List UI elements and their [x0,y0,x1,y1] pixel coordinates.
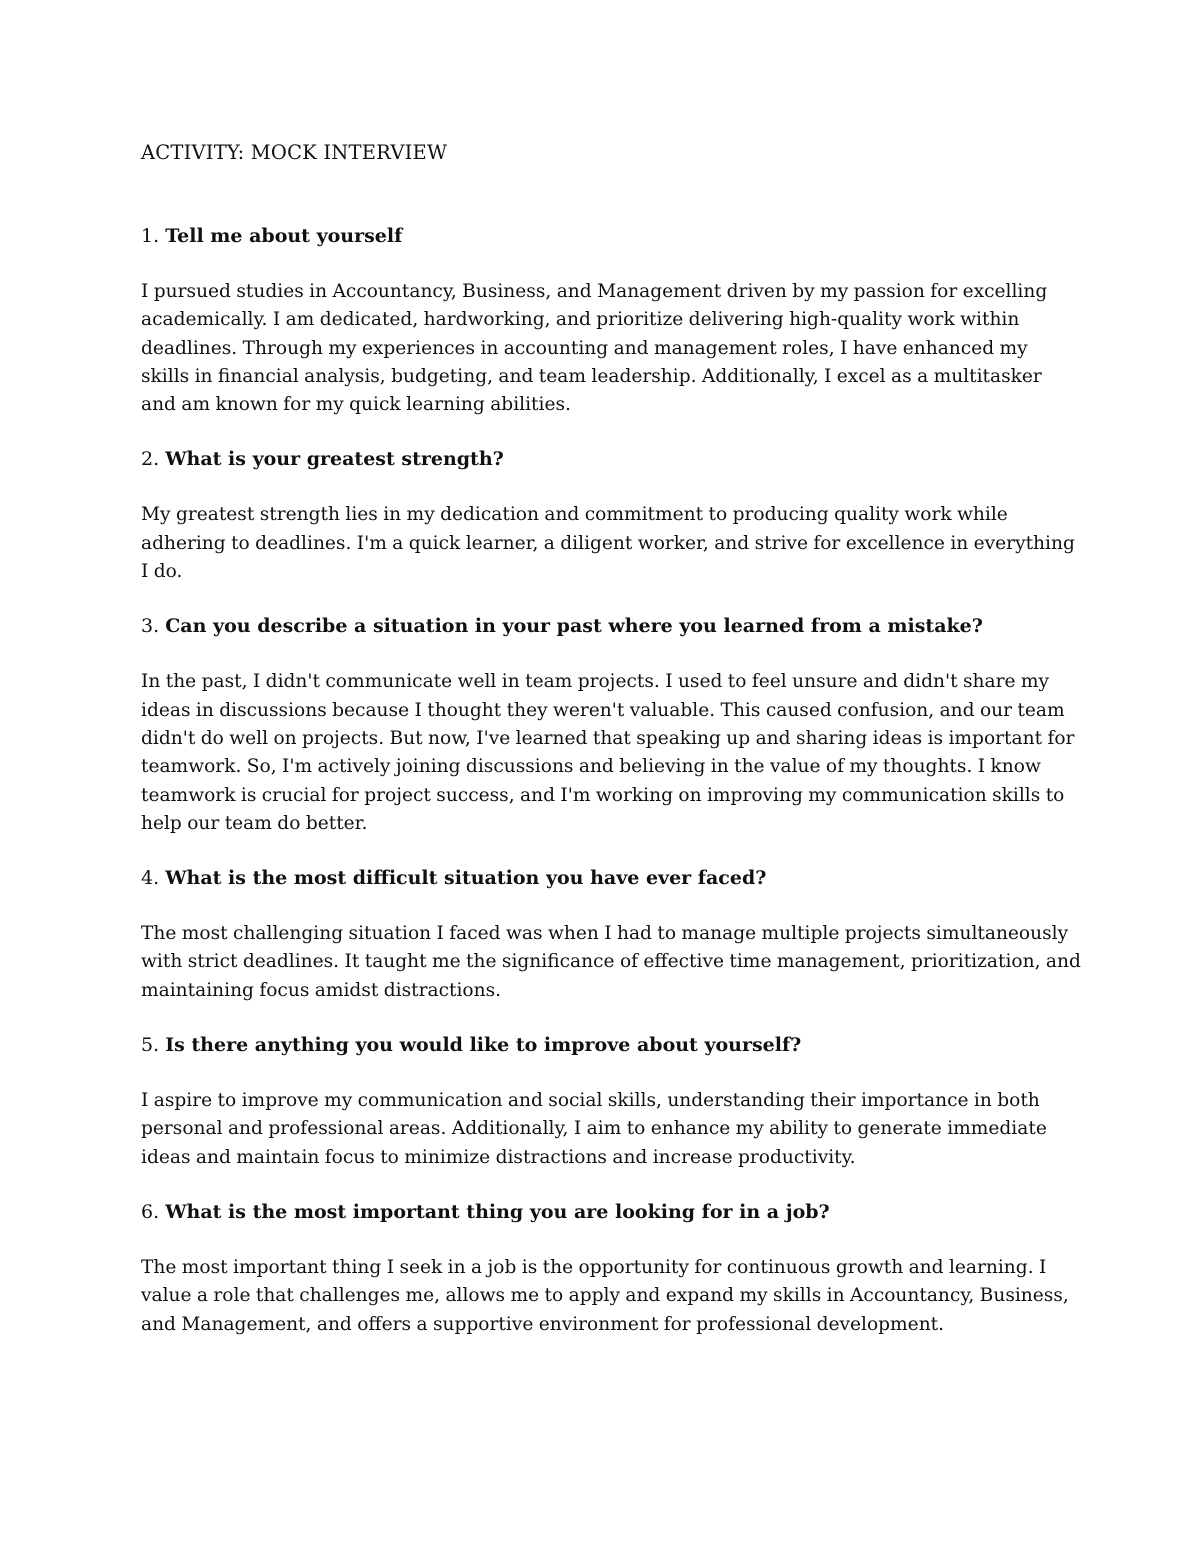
answer-3: In the past, I didn't communicate well in team projects. I used to feel unsure and didn't share my ideas in discussions because I thought they weren't valuable. This caused confusion, and our team didn't do well on projects. But now, I've learned that speaking up and sharing ideas is important for teamwork. So, I'm actively joining discussions and believing in the value of my thoughts. I know teamwork is crucial for project success, and I'm working on improving my communication skills to help our team do better. [141,671,1075,834]
document-title: ACTIVITY: MOCK INTERVIEW [141,141,448,164]
question-3 [141,611,1081,641]
question-number: 4. [141,867,160,890]
question-2 [141,444,1081,474]
question-text: What is your greatest strength? [165,448,504,471]
qa-item-3 [141,611,1081,838]
qa-item-4 [141,863,1081,1005]
qa-item-1 [141,221,1081,419]
answer-2: My greatest strength lies in my dedication and commitment to producing quality work while adhering to deadlines. I'm a quick learner, a diligent worker, and strive for excellence in everything I do. [141,504,1075,583]
question-number: 1. [141,225,160,247]
qa-item-5 [141,1030,1081,1172]
answer-5: I aspire to improve my communication and social skills, understanding their importance in both personal and professional areas. Additionally, I aim to enhance my ability to generate immediate ideas and maintain focus to minimize distractions and increase productivity. [141,1090,1047,1168]
question-number: 5. [141,1034,160,1057]
question-6 [141,1197,1081,1227]
qa-item-6 [141,1197,1081,1339]
answer-6: The most important thing I seek in a job is the opportunity for continuous growth and learning. I value a role that challenges me, allows me to apply and expand my skills in Accountancy, Business, and Management, and offers a supportive environment for professional development. [141,1256,1069,1335]
question-text: Is there anything you would like to improve about yourself? [165,1034,802,1057]
question-number: 2. [141,448,160,471]
question-text: Can you describe a situation in your past where you learned from a mistake? [165,615,983,638]
question-5 [141,1030,1081,1060]
question-text: What is the most difficult situation you have ever faced? [165,867,767,890]
document-body [141,138,1081,1364]
qa-item-2 [141,444,1081,586]
answer-1: I pursued studies in Accountancy, Business, and Management driven by my passion for excelling academically. I am dedicated, hardworking, and prioritize delivering high-quality work within deadlines. Through my experiences in accounting and management roles, I have enhanced my skills in financial analysis, budgeting, and team leadership. Additionally, I excel as a multitasker and am known for my quick learning abilities. [141,281,1048,416]
question-4 [141,863,1081,893]
question-number: 6. [141,1200,160,1223]
question-text: What is the most important thing you are looking for in a job? [165,1200,830,1223]
question-text: Tell me about yourself [165,225,403,247]
question-number: 3. [141,615,160,638]
question-1 [141,221,1081,251]
answer-4: The most challenging situation I faced was when I had to manage multiple projects simultaneously with strict deadlines. It taught me the significance of effective time management, prioritization, and maintaining focus amidst distractions. [141,923,1081,1001]
